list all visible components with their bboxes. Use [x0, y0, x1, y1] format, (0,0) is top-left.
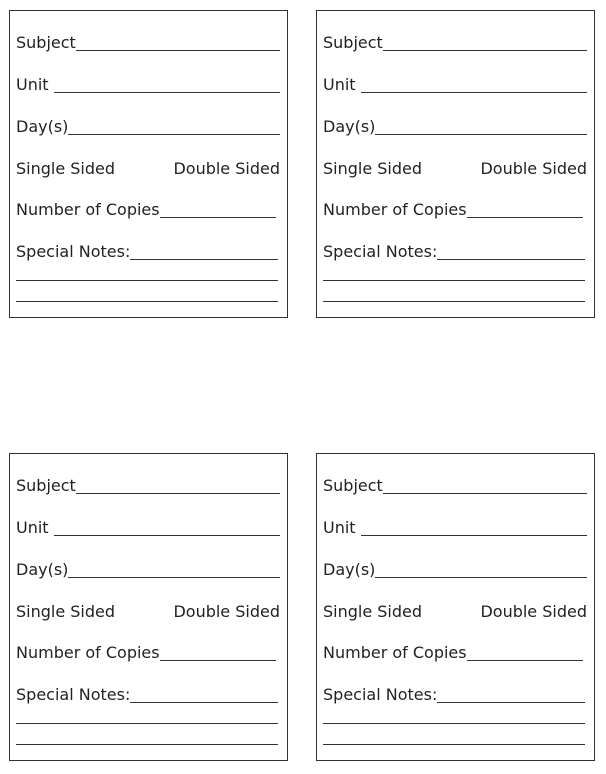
days-row [323, 558, 587, 580]
notes-label: Special Notes: [323, 242, 438, 261]
sides-row [323, 600, 587, 622]
subject-row [323, 474, 587, 496]
notes-blank [437, 701, 585, 703]
copies-label: Number of Copies [16, 643, 160, 662]
copies-row [323, 641, 583, 663]
subject-blank [383, 49, 587, 51]
unit-blank [361, 534, 587, 536]
copy-request-card [9, 10, 288, 318]
unit-blank [361, 91, 587, 93]
notes-blank [130, 258, 278, 260]
double-sided-option: Double Sided [173, 159, 280, 178]
copies-label: Number of Copies [323, 200, 467, 219]
unit-row [323, 73, 587, 95]
unit-label: Unit [16, 518, 49, 537]
unit-blank [54, 534, 280, 536]
notes-line [323, 744, 585, 745]
subject-label: Subject [16, 476, 76, 495]
days-row [16, 558, 280, 580]
subject-blank [76, 492, 280, 494]
days-row [323, 115, 587, 137]
days-label: Day(s) [16, 117, 69, 136]
single-sided-option: Single Sided [16, 159, 116, 178]
subject-label: Subject [323, 476, 383, 495]
copies-row [16, 641, 276, 663]
subject-blank [76, 49, 280, 51]
notes-line [16, 723, 278, 724]
notes-row [16, 683, 278, 705]
days-row [16, 115, 280, 137]
double-sided-option: Double Sided [173, 602, 280, 621]
notes-line [323, 280, 585, 281]
subject-label: Subject [323, 33, 383, 52]
days-blank [68, 133, 280, 135]
subject-label: Subject [16, 33, 76, 52]
notes-line [16, 280, 278, 281]
notes-line [323, 301, 585, 302]
notes-row [16, 240, 278, 262]
notes-label: Special Notes: [16, 685, 131, 704]
days-label: Day(s) [16, 560, 69, 579]
copies-label: Number of Copies [16, 200, 160, 219]
copies-blank [467, 216, 583, 218]
subject-row [16, 31, 280, 53]
copies-label: Number of Copies [323, 643, 467, 662]
notes-row [323, 240, 585, 262]
unit-blank [54, 91, 280, 93]
copy-request-card [9, 453, 288, 761]
subject-row [16, 474, 280, 496]
sides-row [323, 157, 587, 179]
notes-blank [437, 258, 585, 260]
subject-row [323, 31, 587, 53]
unit-row [323, 516, 587, 538]
copies-row [16, 198, 276, 220]
notes-line [16, 301, 278, 302]
copies-blank [160, 216, 276, 218]
copies-blank [160, 659, 276, 661]
unit-row [16, 73, 280, 95]
copies-blank [467, 659, 583, 661]
unit-label: Unit [16, 75, 49, 94]
single-sided-option: Single Sided [323, 159, 423, 178]
notes-label: Special Notes: [323, 685, 438, 704]
unit-label: Unit [323, 75, 356, 94]
notes-line [323, 723, 585, 724]
sides-row [16, 157, 280, 179]
days-blank [375, 133, 587, 135]
unit-label: Unit [323, 518, 356, 537]
copy-request-card [316, 453, 595, 761]
days-blank [68, 576, 280, 578]
days-label: Day(s) [323, 560, 376, 579]
single-sided-option: Single Sided [323, 602, 423, 621]
sides-row [16, 600, 280, 622]
days-label: Day(s) [323, 117, 376, 136]
notes-label: Special Notes: [16, 242, 131, 261]
copies-row [323, 198, 583, 220]
double-sided-option: Double Sided [480, 602, 587, 621]
double-sided-option: Double Sided [480, 159, 587, 178]
unit-row [16, 516, 280, 538]
notes-blank [130, 701, 278, 703]
subject-blank [383, 492, 587, 494]
days-blank [375, 576, 587, 578]
notes-row [323, 683, 585, 705]
single-sided-option: Single Sided [16, 602, 116, 621]
copy-request-card [316, 10, 595, 318]
notes-line [16, 744, 278, 745]
